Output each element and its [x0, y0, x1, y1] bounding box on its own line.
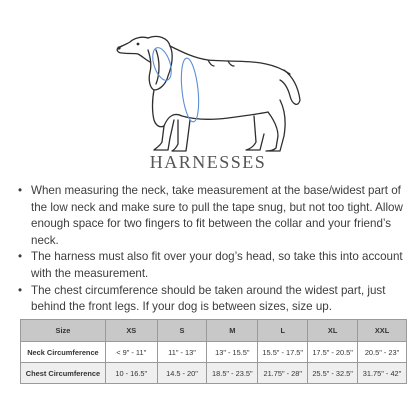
instruction-item: [18, 283, 404, 316]
instruction-text: The harness must also fit over your dog’s head, so take this into account with the measurement.: [31, 250, 403, 280]
size-chart-table: [20, 319, 407, 384]
row-label: Chest Circumference: [21, 363, 106, 384]
table-header-row: [21, 320, 407, 342]
measurement-instructions: [18, 183, 404, 316]
instruction-text: The chest circumference should be taken around the widest part, just behind the front legs. If your dog is between sizes, size up.: [31, 283, 386, 314]
dog-measurement-icon: [108, 20, 308, 160]
table-cell: 14.5 - 20": [157, 363, 207, 384]
dog-illustration: [108, 20, 308, 160]
page-title: HARNESSES: [149, 152, 267, 172]
table-cell: 25.5" - 32.5": [308, 363, 358, 384]
header-cell-m: M: [207, 320, 258, 342]
table-cell: 31.75" - 42": [358, 363, 407, 384]
table-cell: 13" - 15.5": [207, 342, 258, 363]
bullet-icon: •: [18, 184, 23, 197]
header-cell-xl: XL: [308, 320, 358, 342]
header-cell-l: L: [258, 320, 308, 342]
table-cell: 17.5" - 20.5": [308, 342, 358, 363]
table-cell: 11" - 13": [157, 342, 207, 363]
row-label: Neck Circumference: [21, 342, 106, 363]
instruction-text: When measuring the neck, take measurement at the base/widest part of the low neck and make sure to pull the tape snug, but not too tight. Allow enough space for two fingers to fit between the collar and your friend’s neck.: [31, 184, 403, 247]
header-cell-size: Size: [21, 320, 106, 342]
table-cell: 21.75" - 28": [258, 363, 308, 384]
table-row: [21, 342, 407, 363]
header-cell-s: S: [157, 320, 207, 342]
table-cell: 10 - 16.5": [105, 363, 157, 384]
instruction-item: [18, 183, 404, 249]
bullet-icon: •: [18, 250, 23, 264]
header-cell-xxl: XXL: [358, 320, 407, 342]
table-cell: 18.5" - 23.5": [207, 363, 258, 384]
table-row: [21, 363, 407, 384]
header-cell-xs: XS: [105, 320, 157, 342]
bullet-icon: •: [18, 283, 23, 297]
table-cell: 20.5" - 23": [358, 342, 407, 363]
table-cell: 15.5" - 17.5": [258, 342, 308, 363]
instruction-item: [18, 249, 404, 282]
table-cell: < 9" - 11": [105, 342, 157, 363]
